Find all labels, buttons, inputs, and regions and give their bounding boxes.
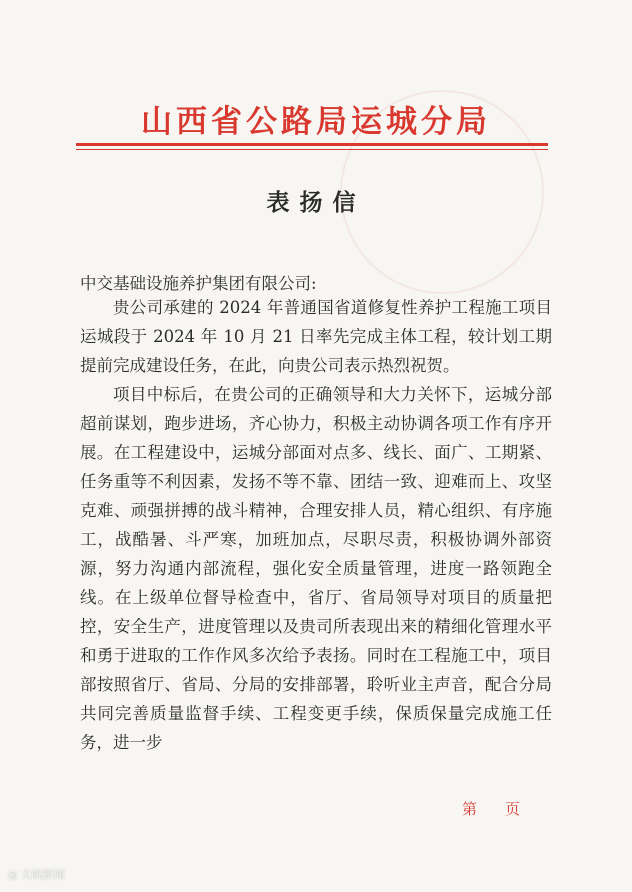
- document-title: 表扬信: [266, 189, 366, 216]
- page-number-footer: [462, 798, 520, 819]
- letterhead-red-rule-thick: [76, 143, 548, 146]
- watermark-text: 大皖新闻: [20, 868, 65, 881]
- letterhead-org-name: 山西省公路局运城分局: [141, 104, 491, 140]
- page-suffix: 页: [505, 800, 521, 818]
- letterhead-red-rule-thin: [76, 149, 548, 150]
- paragraph-1: 贵公司承建的 2024 年普通国省道修复性养护工程施工项目运城段于 2024 年 10 月 21 日率先完成主体工程，较计划工期提前完成建设任务，在此，向贵公司表示热烈祝贺。: [80, 298, 552, 375]
- letter-body: [80, 293, 552, 757]
- watermark-logo-icon: ◎: [8, 868, 18, 881]
- salutation: 中交基础设施养护集团有限公司:: [80, 274, 317, 293]
- page-prefix: 第: [462, 800, 478, 818]
- news-watermark: [8, 866, 65, 882]
- paragraph-2: 项目中标后，在贵公司的正确领导和大力关怀下，运城分部超前谋划，跑步进场，齐心协力，积极主动协调各项工作有序开展。在工程建设中，运城分部面对点多、线长、面广、工期紧、任务重等不利因素，发扬不等不靠、团结一致、迎难而上、攻坚克难、顽强拼搏的战斗精神，合理安排人员，精心组织、有序施工，战酷暑、斗严寒，加班加点，尽职尽责，积极协调外部资源，努力沟通内部流程，强化安全质量管理，进度一路领跑全线。在上级单位督导检查中，省厅、省局领导对项目的质量把控，安全生产，进度管理以及贵司所表现出来的精细化管理水平和勇于进取的工作作风多次给予表扬。同时在工程施工中，项目部按照省厅、省局、分局的安排部署，聆听业主声音，配合分局共同完善质量监督手续、工程变更手续，保质保量完成施工任务，进一步: [80, 385, 552, 752]
